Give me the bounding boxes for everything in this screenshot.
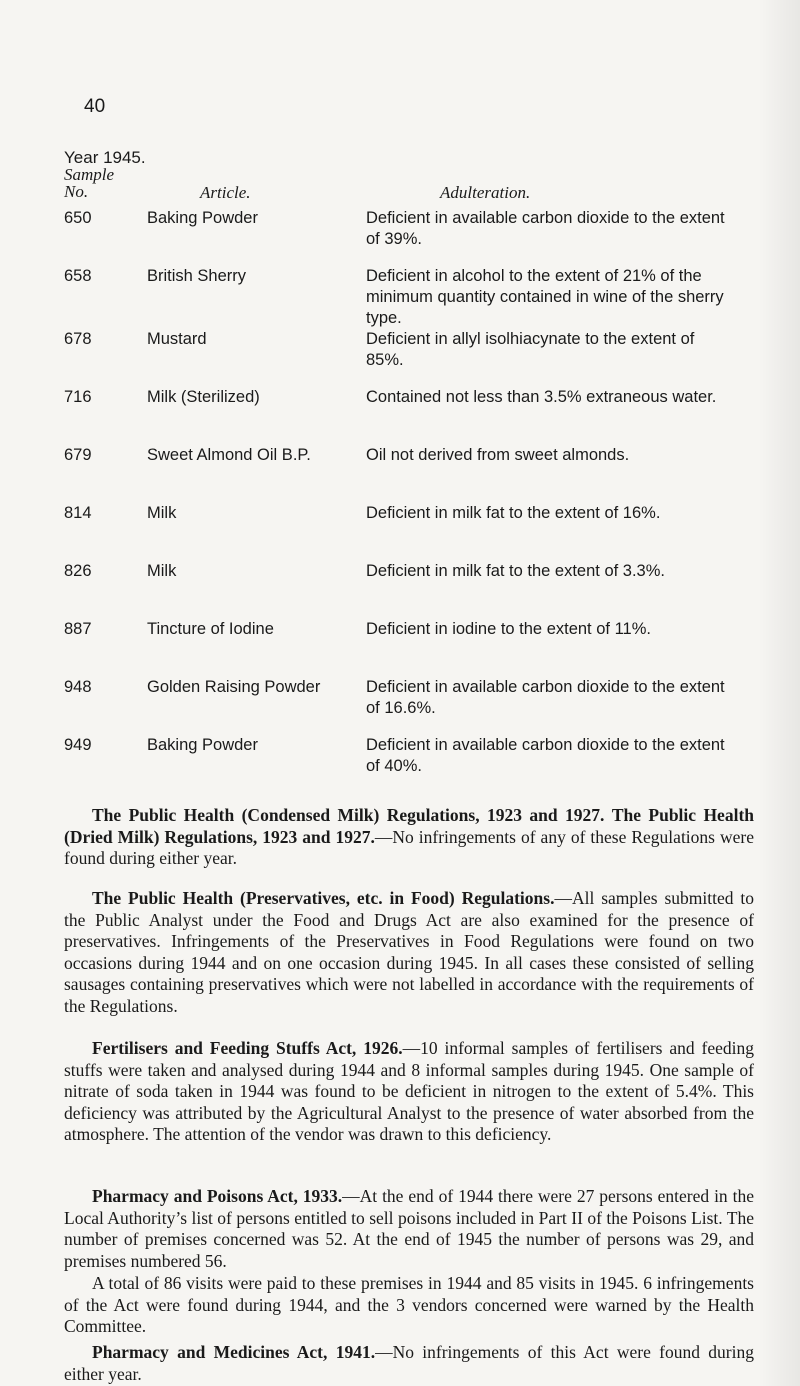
paragraph-pharmacy-poisons [64, 1186, 754, 1272]
column-header-article: Article. [200, 183, 251, 202]
table-row [64, 619, 736, 677]
heading-pharmacy-medicines: Pharmacy and Medicines Act, 1941. [92, 1342, 376, 1362]
adulteration-text: Deficient in alcohol to the extent of 21% of the minimum quantity contained in wine of the sherry type. [366, 267, 724, 327]
paragraph-pharmacy-medicines [64, 1342, 754, 1385]
table-row [64, 677, 736, 735]
adulteration-text: Deficient in milk fat to the extent of 16%. [366, 504, 661, 522]
paragraph-visits [64, 1273, 754, 1338]
table-row [64, 561, 736, 619]
heading-dried-milk: The Public Health (Dried Milk) Regulations, 1923 and 1927. [64, 805, 755, 847]
pharmacy-medicines-body: —No infringements of this Act were found during either year. [64, 1342, 754, 1384]
sample-number: 658 [64, 267, 92, 285]
article-name: Milk [147, 562, 177, 580]
sample-number: 814 [64, 504, 92, 522]
article-name: British Sherry [147, 267, 247, 285]
adulteration-text: Deficient in iodine to the extent of 11%. [366, 620, 651, 638]
pharmacy-poisons-body: —At the end of 1944 there were 27 persons entered in the Local Authority’s list of persons entitled to sell poisons included in Part II of the Poisons List. The number of premises concerned was 52. At the end of 1945 the number of persons was 29, and premises numbered 56. [64, 1186, 754, 1271]
table-row [64, 445, 736, 503]
adulteration-text: Deficient in available carbon dioxide to the extent of 16.6%. [366, 678, 725, 717]
article-name: Milk [147, 504, 177, 522]
heading-pharmacy-poisons: Pharmacy and Poisons Act, 1933. [92, 1186, 343, 1206]
sample-number: 948 [64, 678, 92, 696]
milk-regulations-body: —No infringements of any of these Regulations were found during either year. [64, 826, 754, 869]
paragraph-fertilisers [64, 1038, 754, 1146]
column-header-sample-no-text: Sample No. [64, 165, 115, 201]
table-row [64, 735, 736, 793]
year-label: Year 1945. [64, 148, 146, 167]
preservatives-body: —All samples submitted to the Public Analyst under the Food and Drugs Act are also examined for the presence of preservatives. Infringements of the Preservatives in Food Regulations were found on two occasions during 1944 and on one occasion during 1945. In all cases these consisted of selling sausages containing preservatives which were not labelled in accordance with the requirements of the Regulations. [64, 888, 754, 1016]
table-row [64, 208, 736, 266]
adulteration-text: Deficient in allyl isolhiacynate to the extent of 85%. [366, 330, 695, 369]
column-header-sample-no [64, 166, 134, 200]
article-name: Tincture of Iodine [147, 620, 274, 638]
article-name: Baking Powder [147, 209, 258, 227]
adulteration-text: Oil not derived from sweet almonds. [366, 446, 630, 464]
fertilisers-body: —10 informal samples of fertilisers and feeding stuffs were taken and analysed during 1944 and 8 informal samples during 1945. One sample of nitrate of soda taken in 1944 was found to be deficient in nitrogen to the extent of 5.4%. This deficiency was attributed by the Agricultural Analyst to the presence of water absorbed from the atmosphere. The attention of the vendor was drawn to this deficiency. [64, 1038, 754, 1145]
column-header-adulteration: Adulteration. [440, 183, 531, 202]
table-row [64, 503, 736, 561]
table-row [64, 266, 736, 329]
samples-table [64, 208, 736, 793]
adulteration-text: Deficient in available carbon dioxide to the extent of 39%. [366, 209, 725, 248]
sample-number: 716 [64, 388, 92, 406]
sample-number: 949 [64, 736, 92, 754]
sample-number: 678 [64, 330, 92, 348]
paragraph-preservatives [64, 888, 754, 1018]
heading-condensed-milk: The Public Health (Condensed Milk) Regulations, 1923 and 1927. [92, 805, 605, 825]
visits-body: A total of 86 visits were paid to these premises in 1944 and 85 visits in 1945. 6 infringements of the Act were found during 1944, and the 3 vendors concerned were warned by the Health Committee. [64, 1273, 754, 1337]
article-name: Milk (Sterilized) [147, 388, 260, 406]
adulteration-text: Deficient in milk fat to the extent of 3.3%. [366, 562, 665, 580]
paragraph-milk-regulations [64, 805, 754, 870]
article-name: Sweet Almond Oil B.P. [147, 446, 311, 464]
article-name: Baking Powder [147, 736, 258, 754]
sample-number: 826 [64, 562, 92, 580]
sample-number: 887 [64, 620, 92, 638]
table-row [64, 329, 736, 387]
article-name: Mustard [147, 330, 207, 348]
adulteration-text: Deficient in available carbon dioxide to the extent of 40%. [366, 736, 725, 775]
heading-preservatives: The Public Health (Preservatives, etc. in Food) Regulations. [92, 888, 555, 908]
sample-number: 650 [64, 209, 92, 227]
sample-number: 679 [64, 446, 92, 464]
page-edge-shadow [758, 0, 800, 1386]
article-name: Golden Raising Powder [147, 678, 321, 696]
heading-fertilisers: Fertilisers and Feeding Stuffs Act, 1926. [92, 1038, 403, 1058]
page-number: 40 [84, 96, 106, 117]
adulteration-text: Contained not less than 3.5% extraneous water. [366, 388, 717, 406]
table-row [64, 387, 736, 445]
